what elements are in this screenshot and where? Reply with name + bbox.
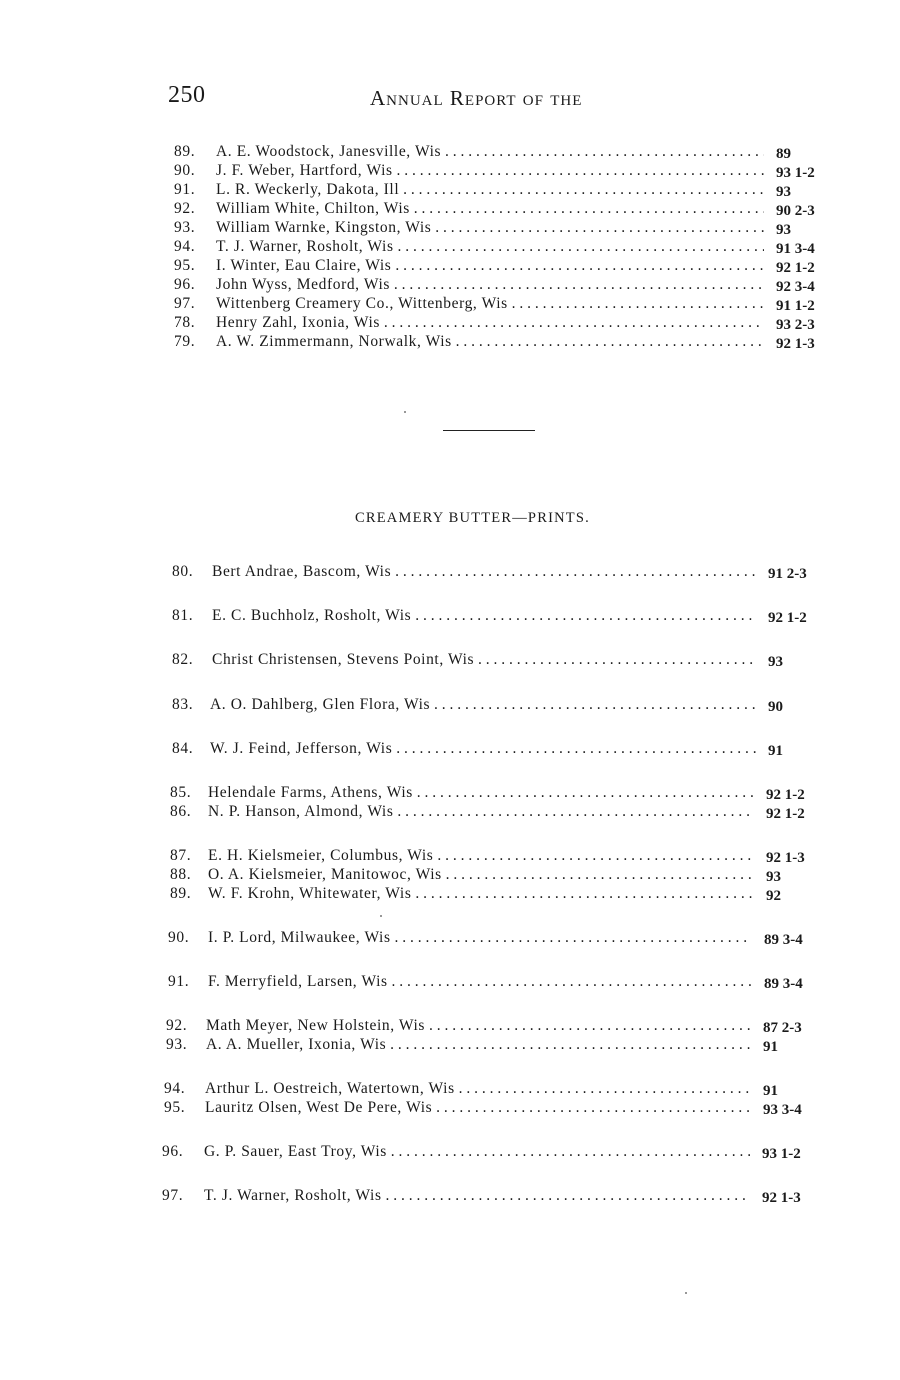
entry-number: 97. bbox=[174, 295, 196, 312]
entry-number: 79. bbox=[174, 333, 196, 350]
entry-number: 81. bbox=[172, 607, 194, 624]
entry-score: 92 3-4 bbox=[776, 279, 815, 295]
entry-name: Lauritz Olsen, West De Pere, Wis . . . bbox=[205, 1099, 751, 1117]
entry-score: 92 1-2 bbox=[776, 260, 815, 276]
entry-score: 90 bbox=[768, 699, 783, 715]
entry-score: 93 bbox=[776, 184, 791, 200]
entry-number: 95. bbox=[174, 257, 196, 274]
entry-score: 91 1-2 bbox=[776, 298, 815, 314]
entry-name: A. W. Zimmermann, Norwalk, Wis . . . bbox=[216, 333, 764, 351]
entry-score: 93 3-4 bbox=[763, 1102, 802, 1118]
entry-name: Helendale Farms, Athens, Wis . . . bbox=[208, 784, 754, 802]
entry-name: T. J. Warner, Rosholt, Wis . . . bbox=[216, 238, 764, 256]
entry-score: 91 3-4 bbox=[776, 241, 815, 257]
entry-name: Henry Zahl, Ixonia, Wis . . . bbox=[216, 314, 764, 332]
entry-name: E. H. Kielsmeier, Columbus, Wis . . . bbox=[208, 847, 754, 865]
entry-number: 93. bbox=[174, 219, 196, 236]
entry-name: William White, Chilton, Wis . . . bbox=[216, 200, 764, 218]
entry-number: 96. bbox=[162, 1143, 184, 1160]
entry-score: 89 bbox=[776, 146, 791, 162]
entry-number: 97. bbox=[162, 1187, 184, 1204]
entry-score: 93 1-2 bbox=[762, 1146, 801, 1162]
entry-number: 90. bbox=[168, 929, 190, 946]
entry-score: 89 3-4 bbox=[764, 976, 803, 992]
entry-score: 91 bbox=[763, 1083, 778, 1099]
entry-number: 93. bbox=[166, 1036, 188, 1053]
entry-score: 92 1-3 bbox=[766, 850, 805, 866]
entry-number: 91. bbox=[174, 181, 196, 198]
print-speck bbox=[380, 915, 382, 917]
entry-name: A. A. Mueller, Ixonia, Wis . . . bbox=[206, 1036, 751, 1054]
entry-name: J. F. Weber, Hartford, Wis . . . bbox=[216, 162, 764, 180]
entry-name: E. C. Buchholz, Rosholt, Wis . . . bbox=[212, 607, 756, 625]
entry-name: John Wyss, Medford, Wis . . . bbox=[216, 276, 764, 294]
entry-score: 92 1-2 bbox=[766, 787, 805, 803]
entry-name: L. R. Weckerly, Dakota, Ill . . . bbox=[216, 181, 764, 199]
entry-number: 94. bbox=[174, 238, 196, 255]
entry-name: W. J. Feind, Jefferson, Wis . . . bbox=[210, 740, 756, 758]
entry-score: 93 bbox=[776, 222, 791, 238]
entry-score: 93 2-3 bbox=[776, 317, 815, 333]
entry-number: 87. bbox=[170, 847, 192, 864]
running-head: Annual Report of the bbox=[370, 86, 583, 110]
entry-score: 93 1-2 bbox=[776, 165, 815, 181]
entry-number: 82. bbox=[172, 651, 194, 668]
entry-name: O. A. Kielsmeier, Manitowoc, Wis . . . bbox=[208, 866, 754, 884]
entry-name: F. Merryfield, Larsen, Wis . . . bbox=[208, 973, 752, 991]
entry-score: 90 2-3 bbox=[776, 203, 815, 219]
entry-score: 93 bbox=[768, 654, 783, 670]
entry-name: Arthur L. Oestreich, Watertown, Wis . . . bbox=[205, 1080, 751, 1098]
section-title: CREAMERY BUTTER—PRINTS. bbox=[355, 510, 590, 526]
entry-number: 85. bbox=[170, 784, 192, 801]
section-divider bbox=[443, 430, 535, 431]
entry-name: Wittenberg Creamery Co., Wittenberg, Wis . . . bbox=[216, 295, 764, 313]
entry-name: N. P. Hanson, Almond, Wis . . . bbox=[208, 803, 754, 821]
entry-name: W. F. Krohn, Whitewater, Wis . . . bbox=[208, 885, 754, 903]
entry-name: Christ Christensen, Stevens Point, Wis . . . bbox=[212, 651, 756, 669]
entry-number: 91. bbox=[168, 973, 190, 990]
entry-name: Bert Andrae, Bascom, Wis . . . bbox=[212, 563, 756, 581]
entry-number: 96. bbox=[174, 276, 196, 293]
entry-name: William Warnke, Kingston, Wis . . . bbox=[216, 219, 764, 237]
entry-number: 86. bbox=[170, 803, 192, 820]
entry-score: 93 bbox=[766, 869, 781, 885]
entry-score: 92 1-3 bbox=[762, 1190, 801, 1206]
entry-number: 80. bbox=[172, 563, 194, 580]
entry-score: 92 1-3 bbox=[776, 336, 815, 352]
entry-score: 92 1-2 bbox=[768, 610, 807, 626]
entry-number: 92. bbox=[166, 1017, 188, 1034]
entry-name: A. O. Dahlberg, Glen Flora, Wis . . . bbox=[210, 696, 756, 714]
entry-number: 89. bbox=[170, 885, 192, 902]
entry-score: 89 3-4 bbox=[764, 932, 803, 948]
entry-number: 83. bbox=[172, 696, 194, 713]
entry-name: I. Winter, Eau Claire, Wis . . . bbox=[216, 257, 764, 275]
entry-score: 92 1-2 bbox=[766, 806, 805, 822]
entry-score: 87 2-3 bbox=[763, 1020, 802, 1036]
entry-score: 91 bbox=[768, 743, 783, 759]
entry-number: 84. bbox=[172, 740, 194, 757]
entry-name: G. P. Sauer, East Troy, Wis . . . bbox=[204, 1143, 750, 1161]
entry-number: 90. bbox=[174, 162, 196, 179]
entry-name: T. J. Warner, Rosholt, Wis . . . bbox=[204, 1187, 750, 1205]
entry-score: 92 bbox=[766, 888, 781, 904]
entry-number: 88. bbox=[170, 866, 192, 883]
print-speck bbox=[404, 411, 406, 413]
entry-name: A. E. Woodstock, Janesville, Wis . . . bbox=[216, 143, 764, 161]
entry-name: Math Meyer, New Holstein, Wis . . . bbox=[206, 1017, 751, 1035]
page-number: 250 bbox=[168, 82, 206, 108]
entry-name: I. P. Lord, Milwaukee, Wis . . . bbox=[208, 929, 752, 947]
entry-score: 91 bbox=[763, 1039, 778, 1055]
entry-number: 94. bbox=[164, 1080, 186, 1097]
print-speck bbox=[685, 1292, 687, 1294]
entry-number: 92. bbox=[174, 200, 196, 217]
entry-number: 89. bbox=[174, 143, 196, 160]
entry-score: 91 2-3 bbox=[768, 566, 807, 582]
entry-number: 78. bbox=[174, 314, 196, 331]
entry-number: 95. bbox=[164, 1099, 186, 1116]
